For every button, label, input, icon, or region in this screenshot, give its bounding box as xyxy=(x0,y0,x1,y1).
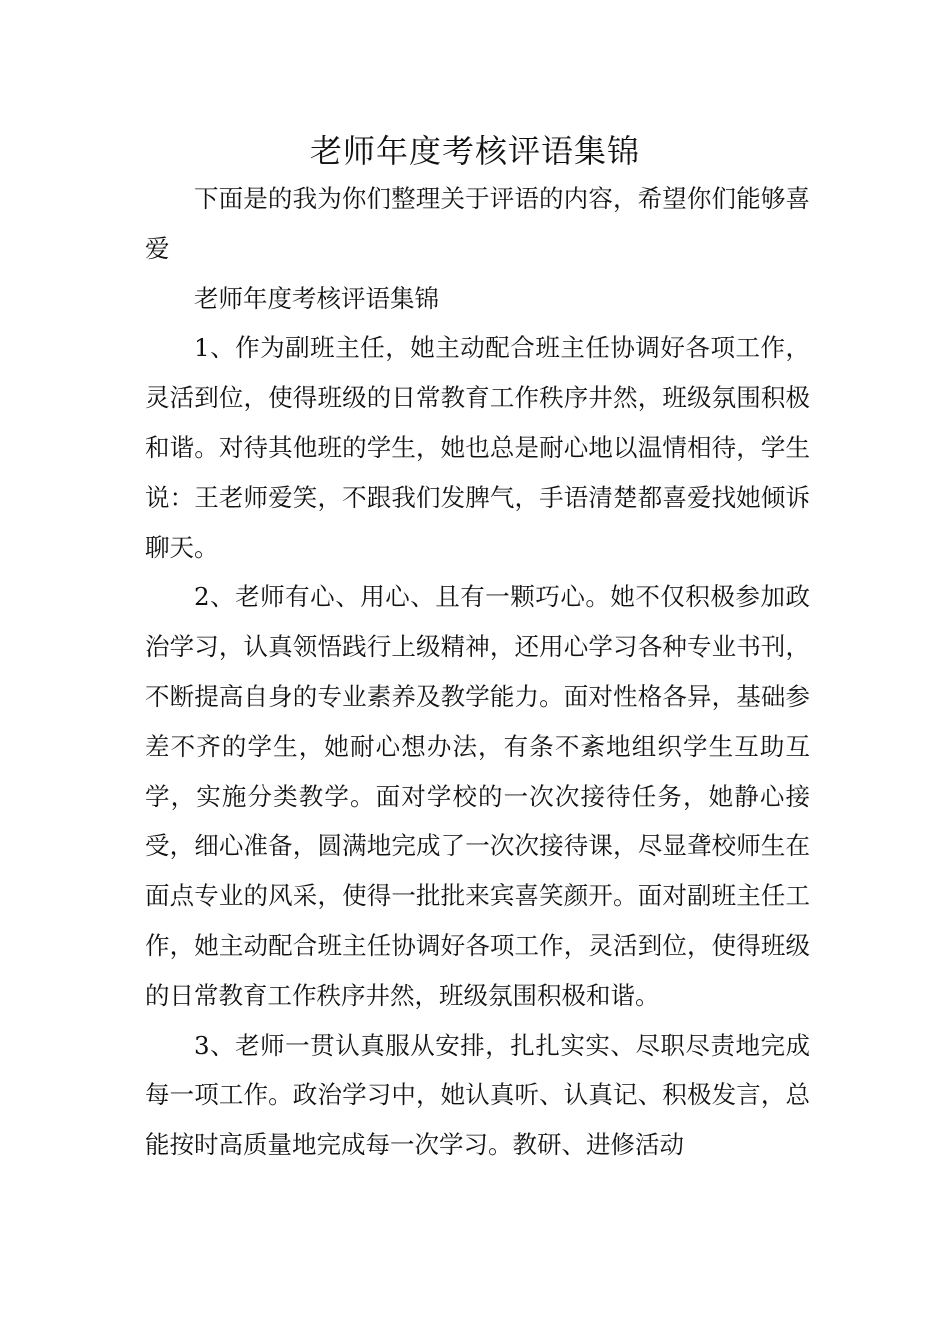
document-title: 老师年度考核评语集锦 xyxy=(309,132,640,170)
paragraph-subtitle: 老师年度考核评语集锦 xyxy=(194,283,439,313)
paragraph-item-2: 2、老师有心、用心、且有一颗巧心。她不仅积极参加政治学习，认真领悟践行上级精神，还用心学习各种专业书刊，不断提高自身的专业素养及教学能力。面对性格各异，基础参差不齐的学生，她耐心想办法，有条不紊地组织学生互助互学，实施分类教学。面对学校的一次次接待任务，她静心接受，细心准备，圆满地完成了一次次接待课，尽显聋校师生在面点专业的风采，使得一批批来宾喜笑颜开。面对副班主任工作，她主动配合班主任协调好各项工作，灵活到位，使得班级的日常教育工作秩序井然，班级氛围积极和谐。 xyxy=(145,582,810,1010)
paragraph-intro: 下面是的我为你们整理关于评语的内容，希望你们能够喜爱 xyxy=(145,184,810,263)
document-body xyxy=(145,174,810,1170)
paragraph-item-3: 3、老师一贯认真服从安排，扎扎实实、尽职尽责地完成每一项工作。政治学习中，她认真听、认真记、积极发言，总能按时高质量地完成每一次学习。教研、进修活动 xyxy=(145,1030,810,1160)
paragraph-item-1: 1、作为副班主任，她主动配合班主任协调好各项工作，灵活到位，使得班级的日常教育工作秩序井然，班级氛围积极和谐。对待其他班的学生，她也总是耐心地以温情相待，学生说：王老师爱笑，不跟我们发脾气，手语清楚都喜爱找她倾诉聊天。 xyxy=(145,333,810,562)
